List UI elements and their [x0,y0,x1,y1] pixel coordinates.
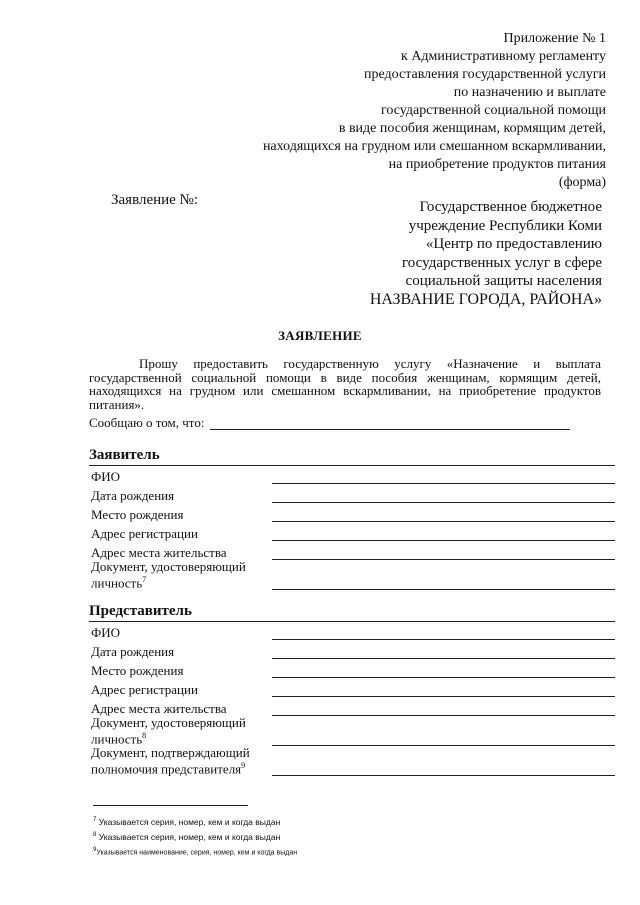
document-title: ЗАЯВЛЕНИЕ [278,328,362,343]
applicant-field-id-document [89,560,615,590]
field-label-text: Документ, удостоверяющий личность [91,714,246,746]
field-label: Адрес места жительства [91,545,227,560]
representative-field-birthplace [89,659,615,678]
notify-label: Сообщаю о том, что: [89,415,205,430]
addressee-block [302,198,602,309]
applicant-field-residence [89,541,615,560]
applicant-field-birthdate [89,484,615,503]
addressee-line: государственных услуг в сфере [402,254,602,271]
footnotes [93,814,297,859]
request-body [89,357,601,430]
application-number-label: Заявление №: [111,192,199,208]
appendix-line: Приложение № 1 [503,31,606,46]
representative-field-registration [89,678,615,697]
representative-title: Представитель [89,603,615,622]
appendix-line: (форма) [558,175,606,190]
notify-row [89,416,601,430]
footnote-ref: 7 [142,574,147,584]
appendix-line: в виде пособия женщинам, кормящим детей, [338,121,606,136]
addressee-city: НАЗВАНИЕ ГОРОДА, РАЙОНА» [369,290,602,308]
applicant-field-registration [89,522,615,541]
addressee-line: Государственное бюджетное [419,199,602,215]
appendix-line: находящихся на грудном или смешанном вскармливании, [262,139,606,154]
appendix-header [186,30,606,192]
appendix-line: государственной социальной помощи [380,103,606,118]
representative-field-authority-document [89,746,615,776]
representative-field-id-document [89,716,615,746]
field-label [91,716,266,745]
appendix-line: к Административному регламенту [401,49,606,64]
field-label-text: Документ, подтверждающий полномочия представителя [91,744,250,776]
applicant-title: Заявитель [89,447,615,466]
applicant-field-birthplace [89,503,615,522]
request-text: Прошу предоставить государственную услугу «Назначение и выплата государственной социальной помощи в виде пособия женщинам, кормящим детей, находящихся на грудном или смешанном вскармливании, на приобретение продуктов питания». [89,356,601,412]
applicant-section [89,447,615,590]
representative-section [89,603,615,776]
footnote-divider [93,805,248,806]
appendix-line: по назначению и выплате [453,85,606,100]
field-label-text: Документ, удостоверяющий личность [91,558,246,590]
footnote-item [93,844,297,859]
footnote-number: 8 [93,831,97,838]
addressee-line: социальной защиты населения [405,273,602,289]
footnote-text: Указывается серия, номер, кем и когда выдан [98,831,281,842]
field-label: Дата рождения [91,644,175,659]
field-label: Место рождения [91,663,184,678]
footnote-text: Указывается наименование, серия, номер, кем и когда выдан [96,848,298,856]
representative-field-birthdate [89,640,615,659]
footnote-item [93,829,297,844]
field-label [91,746,266,775]
footnote-ref: 9 [241,760,246,770]
field-label: Дата рождения [91,488,175,503]
representative-field-fio [89,622,615,640]
footnote-ref: 8 [142,730,147,740]
addressee-line: учреждение Республики Коми [408,217,602,234]
field-label: Место рождения [91,507,184,522]
notify-input-line[interactable] [210,417,570,430]
representative-field-residence [89,697,615,716]
field-label [91,560,266,589]
applicant-field-fio [89,466,615,484]
field-input-line[interactable] [272,589,615,590]
field-label: Адрес регистрации [91,682,198,697]
appendix-line: на приобретение продуктов питания [388,157,606,172]
field-label: ФИО [91,469,121,484]
field-label: Адрес места жительства [91,701,227,716]
footnote-number: 7 [93,817,97,823]
footnote-number: 9 [93,846,97,853]
footnote-item [93,814,297,829]
field-label: Адрес регистрации [91,526,198,541]
addressee-line: «Центр по предоставлению [425,236,602,252]
footnote-text: Указывается серия, номер, кем и когда выдан [98,816,281,827]
appendix-line: предоставления государственной услуги [364,67,606,82]
field-input-line[interactable] [272,775,615,776]
field-label: ФИО [91,625,121,640]
